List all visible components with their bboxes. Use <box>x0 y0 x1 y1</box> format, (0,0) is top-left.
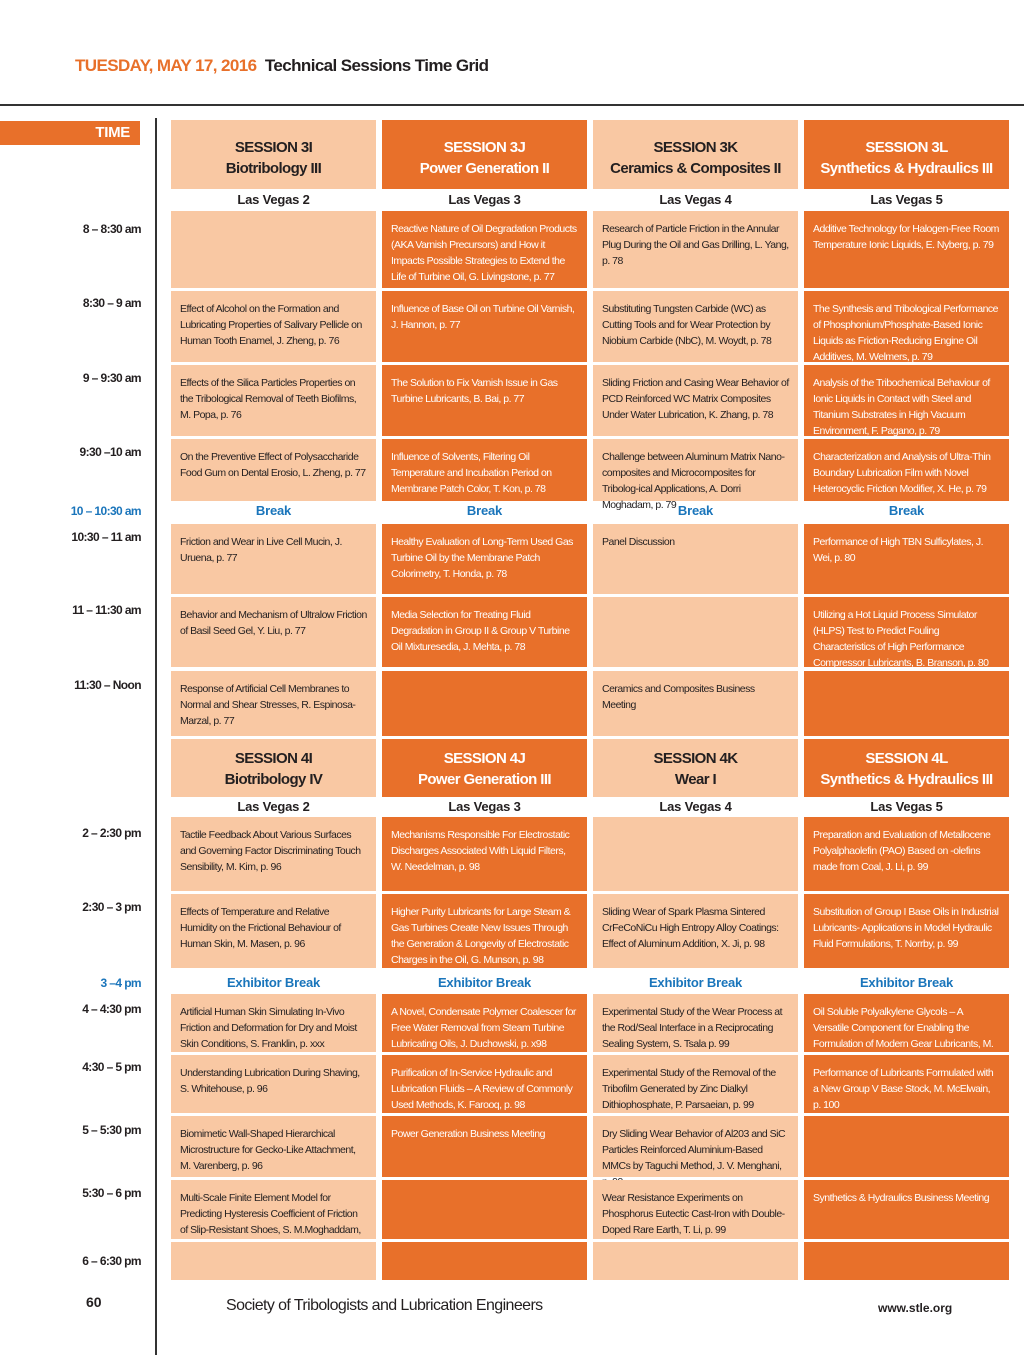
session-id: SESSION 4L <box>865 750 948 767</box>
session-talk-cell: Effect of Alcohol on the Formation and Lubricating Properties of Salivary Pellicle on Human Tooth Enamel, J. Zheng, p. 76 <box>171 291 376 362</box>
session-talk-cell <box>171 1242 376 1280</box>
break-label: Break <box>466 503 503 518</box>
session-room: Las Vegas 3 <box>448 192 521 207</box>
session-talk-cell: Multi-Scale Finite Element Model for Predicting Hysteresis Coefficient of Friction of Slip-Resistant Shoes, S. M.Moghaddam, <box>171 1180 376 1239</box>
session-name: Ceramics & Composites II <box>610 160 781 177</box>
session-room: Las Vegas 4 <box>659 799 732 814</box>
session-talk-cell: Substituting Tungsten Carbide (WC) as Cutting Tools and for Wear Protection by Niobium Carbide (NbC), M. Woydt, p. 78 <box>593 291 798 362</box>
time-slot-label: 2:30 – 3 pm <box>82 900 141 914</box>
session-room: Las Vegas 2 <box>237 799 310 814</box>
session-talk-cell <box>804 1242 1009 1280</box>
time-slot-label: 11:30 – Noon <box>74 678 141 692</box>
session-room: Las Vegas 5 <box>870 192 943 207</box>
session-talk-cell: Healthy Evaluation of Long-Term Used Gas Turbine Oil by the Membrane Patch Colorimetry, T. Honda, p. 78 <box>382 524 587 594</box>
session-talk-cell: Dry Sliding Wear Behavior of Al203 and SiC Particles Reinforced Aluminium-Based MMCs by Taguchi Method, J. V. Menghani, <box>593 1116 798 1177</box>
break-label: Exhibitor Break <box>437 975 532 990</box>
session-talk-cell: Experimental Study of the Removal of the Tribofilm Generated by Zinc Dialkyl Dithiophosphate, P. Parsaeian, p. 99 <box>593 1055 798 1113</box>
time-slot-label: 5 – 5:30 pm <box>82 1123 141 1137</box>
time-column-divider <box>155 118 157 1355</box>
session-id: SESSION 3J <box>443 139 526 156</box>
session-talk-cell: Influence of Base Oil on Turbine Oil Varnish, J. Hannon, p. 77 <box>382 291 587 362</box>
session-header <box>171 120 376 189</box>
session-name: Power Generation III <box>417 771 552 788</box>
session-talk-cell: Media Selection for Treating Fluid Degradation in Group II & Group V Turbine Oil Mixturesedia, J. Mehta, p. 78 <box>382 597 587 667</box>
session-talk-cell: Effects of Temperature and Relative Humidity on the Frictional Behaviour of Human Skin, M. Masen, p. 96 <box>171 894 376 968</box>
session-talk-cell: Response of Artificial Cell Membranes to Normal and Shear Stresses, R. Espinosa-Marzal, p. 77 <box>171 671 376 736</box>
time-slot-label: 11 – 11:30 am <box>72 603 141 617</box>
session-room: Las Vegas 3 <box>448 799 521 814</box>
session-talk-cell <box>382 1180 587 1239</box>
session-talk-cell: Understanding Lubrication During Shaving, S. Whitehouse, p. 96 <box>171 1055 376 1113</box>
session-header <box>593 120 798 189</box>
session-id: SESSION 3I <box>234 139 313 156</box>
break-label: Break <box>677 503 714 518</box>
session-header <box>593 739 798 797</box>
header-date: TUESDAY, MAY 17, 2016 <box>75 56 257 75</box>
time-slot-label: 4 – 4:30 pm <box>82 1002 141 1016</box>
session-talk-cell: Power Generation Business Meeting <box>382 1116 587 1177</box>
session-talk-cell: Research of Particle Friction in the Annular Plug During the Oil and Gas Drilling, L. Yang, p. 78 <box>593 211 798 288</box>
session-talk-cell: Panel Discussion <box>593 524 798 594</box>
session-talk-cell: Influence of Solvents, Filtering Oil Temperature and Incubation Period on Membrane Patch Color, T. Kon, p. 78 <box>382 439 587 501</box>
session-talk-cell: Behavior and Mechanism of Ultralow Friction of Basil Seed Gel, Y. Liu, p. 77 <box>171 597 376 667</box>
session-id: SESSION 4K <box>653 750 738 767</box>
session-talk-cell: Performance of High TBN Sulficylates, J. Wei, p. 80 <box>804 524 1009 594</box>
session-id: SESSION 3L <box>865 139 948 156</box>
header-divider <box>0 104 1024 106</box>
session-room: Las Vegas 4 <box>659 192 732 207</box>
session-talk-cell: Sliding Friction and Casing Wear Behavior of PCD Reinforced WC Matrix Composites Under Water Lubrication, K. Zhang, p. 78 <box>593 365 798 436</box>
session-talk-cell: Friction and Wear in Live Cell Mucin, J. Uruena, p. 77 <box>171 524 376 594</box>
session-talk-cell <box>593 1242 798 1280</box>
session-id: SESSION 4J <box>443 750 526 767</box>
break-label: Exhibitor Break <box>648 975 743 990</box>
session-name: Biotribology IV <box>224 771 323 788</box>
time-slot-label: 9:30 –10 am <box>79 445 141 459</box>
session-id: SESSION 3K <box>653 139 738 156</box>
page-title: Technical Sessions Time Grid <box>264 56 489 75</box>
session-talk-cell: Effects of the Silica Particles Properties on the Tribological Removal of Teeth Biofilms, M. Popa, p. 76 <box>171 365 376 436</box>
session-name: Synthetics & Hydraulics III <box>820 771 993 788</box>
break-label: Exhibitor Break <box>859 975 954 990</box>
session-talk-cell: Preparation and Evaluation of Metallocene Polyalphaolefin (PAO) Based on -olefins made from Coal, J. Li, p. 99 <box>804 817 1009 891</box>
session-header <box>804 739 1009 797</box>
break-label: Exhibitor Break <box>226 975 321 990</box>
time-slot-label: 9 – 9:30 am <box>82 371 141 385</box>
session-id: SESSION 4I <box>234 750 313 767</box>
session-talk-cell <box>593 597 798 667</box>
session-room: Las Vegas 2 <box>237 192 310 207</box>
session-name: Synthetics & Hydraulics III <box>820 160 993 177</box>
session-talk-cell: Utilizing a Hot Liquid Process Simulator (HLPS) Test to Predict Fouling Characteristics of High Performance Compressor Lubricants, B. Branson, p. 80 <box>804 597 1009 667</box>
session-header <box>382 120 587 189</box>
break-label: Break <box>888 503 925 518</box>
session-talk-cell <box>804 671 1009 736</box>
time-slot-label: 5:30 – 6 pm <box>82 1186 141 1200</box>
session-talk-cell <box>382 1242 587 1280</box>
session-name: Wear I <box>674 771 717 788</box>
session-talk-cell: Performance of Lubricants Formulated with a New Group V Base Stock, M. McElwain, p. 100 <box>804 1055 1009 1113</box>
time-slot-label: 4:30 – 5 pm <box>82 1060 141 1074</box>
session-talk-cell: A Novel, Condensate Polymer Coalescer for Free Water Removal from Steam Turbine Lubricating Oils, J. Duchowski, p. x98 <box>382 994 587 1052</box>
session-talk-cell: Challenge between Aluminum Matrix Nano-composites and Microcomposites for Tribolog-ical Applications, A. Dorri Moghadam, p. 79 <box>593 439 798 501</box>
session-talk-cell: The Solution to Fix Varnish Issue in Gas Turbine Lubricants, B. Bai, p. 77 <box>382 365 587 436</box>
session-talk-cell: Additive Technology for Halogen-Free Room Temperature Ionic Liquids, E. Nyberg, p. 79 <box>804 211 1009 288</box>
session-talk-cell: Purification of In-Service Hydraulic and Lubrication Fluids – A Review of Commonly Used Methods, K. Farooq, p. 98 <box>382 1055 587 1113</box>
footer-website: www.stle.org <box>878 1301 953 1315</box>
time-column-header: TIME <box>0 121 140 145</box>
session-talk-cell: Ceramics and Composites Business Meeting <box>593 671 798 736</box>
session-talk-cell: Tactile Feedback About Various Surfaces and Governing Factor Discriminating Touch Sensibility, M. Kim, p. 96 <box>171 817 376 891</box>
session-talk-cell <box>804 1116 1009 1177</box>
session-name: Biotribology III <box>225 160 322 177</box>
time-slot-label: 2 – 2:30 pm <box>82 826 141 840</box>
session-talk-cell: On the Preventive Effect of Polysaccharide Food Gum on Dental Erosio, L. Zheng, p. 77 <box>171 439 376 501</box>
session-talk-cell: Biomimetic Wall-Shaped Hierarchical Microstructure for Gecko-Like Attachment, M. Varenberg, p. 96 <box>171 1116 376 1177</box>
session-header <box>171 739 376 797</box>
page-number: 60 <box>86 1294 102 1310</box>
session-talk-cell <box>382 671 587 736</box>
session-header <box>804 120 1009 189</box>
time-slot-label: 10 – 10:30 am <box>70 504 141 518</box>
session-talk-cell <box>593 817 798 891</box>
session-talk-cell: Sliding Wear of Spark Plasma Sintered CrFeCoNiCu High Entropy Alloy Coatings: Effect of Aluminum Addition, X. Ji, p. 98 <box>593 894 798 968</box>
session-talk-cell: Experimental Study of the Wear Process at the Rod/Seal Interface in a Reciprocating Sealing System, S. Tsala p. 99 <box>593 994 798 1052</box>
session-talk-cell: Wear Resistance Experiments on Phosphorus Eutectic Cast-Iron with Double-Doped Rare Earth, T. Li, p. 99 <box>593 1180 798 1239</box>
session-talk-cell: The Synthesis and Tribological Performance of Phosphonium/Phosphate-Based Ionic Liquids as Friction-Reducing Engine Oil Additives, M. Welmers, p. 79 <box>804 291 1009 362</box>
time-slot-label: 10:30 – 11 am <box>71 530 141 544</box>
session-talk-cell: Characterization and Analysis of Ultra-Thin Boundary Lubrication Film with Novel Heterocyclic Friction Modifier, X. He, p. 79 <box>804 439 1009 501</box>
time-slot-label: 3 –4 pm <box>100 976 141 990</box>
session-talk-cell: Artificial Human Skin Simulating In-Vivo Friction and Deformation for Dry and Moist Skin Conditions, S. Franklin, p. xxx <box>171 994 376 1052</box>
break-label: Break <box>255 503 292 518</box>
page-header <box>75 56 488 76</box>
session-talk-cell: Mechanisms Responsible For Electrostatic Discharges Associated With Liquid Filters, W. Needelman, p. 98 <box>382 817 587 891</box>
time-slot-label: 6 – 6:30 pm <box>82 1254 141 1268</box>
session-talk-cell: Analysis of the Tribochemical Behaviour of Ionic Liquids in Contact with Steel and Titanium Substrates in High Vacuum Environment, F. Pagano, p. 79 <box>804 365 1009 436</box>
footer-society: Society of Tribologists and Lubrication Engineers <box>226 1297 543 1314</box>
time-slot-label: 8:30 – 9 am <box>82 296 141 310</box>
session-room: Las Vegas 5 <box>870 799 943 814</box>
session-talk-cell: Synthetics & Hydraulics Business Meeting <box>804 1180 1009 1239</box>
session-talk-cell: Reactive Nature of Oil Degradation Products (AKA Varnish Precursors) and How it Impacts Possible Strategies to Extend the Life of Turbine Oil, G. Livingstone, p. 77 <box>382 211 587 288</box>
session-talk-cell: Oil Soluble Polyalkylene Glycols – A Versatile Component for Enabling the Formulation of Modern Gear Lubricants, M. <box>804 994 1009 1052</box>
time-slot-label: 8 – 8:30 am <box>82 222 141 236</box>
session-talk-cell: Substitution of Group I Base Oils in Industrial Lubricants- Applications in Model Hydraulic Fluid Formulations, T. Norrby, p. 99 <box>804 894 1009 968</box>
session-header <box>382 739 587 797</box>
session-talk-cell: Higher Purity Lubricants for Large Steam & Gas Turbines Create New Issues Through the Generation & Longevity of Electrostatic Charges in the Oil, G. Munson, p. 98 <box>382 894 587 968</box>
session-talk-cell <box>171 211 376 288</box>
session-name: Power Generation II <box>419 160 550 177</box>
